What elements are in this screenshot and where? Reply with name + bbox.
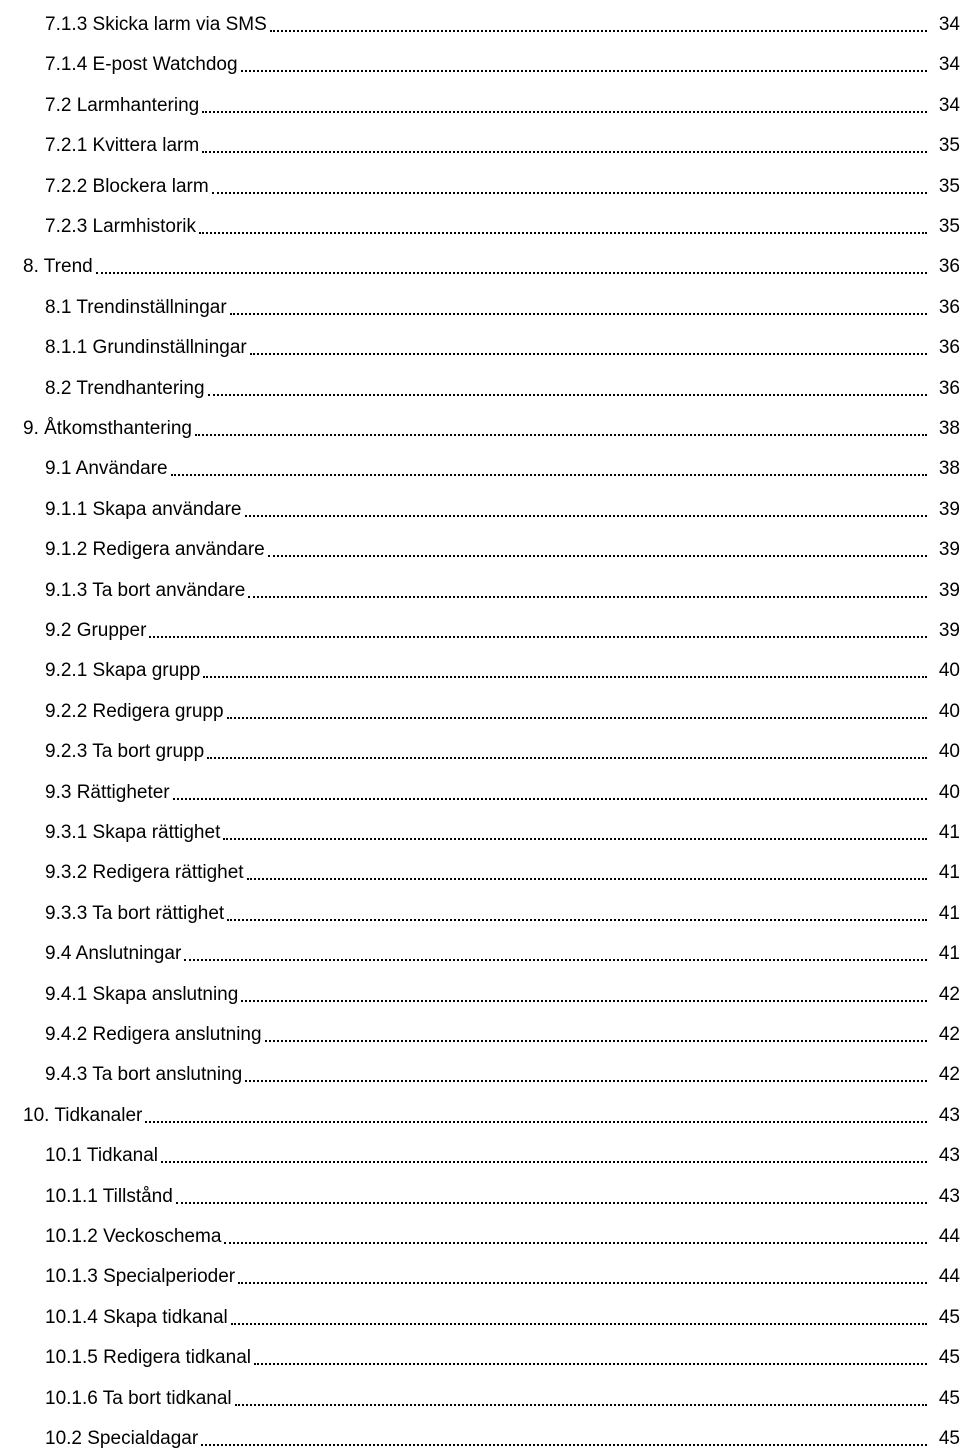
toc-dot-leader	[238, 1282, 927, 1284]
toc-entry-title: 9.3.1 Skapa rättighet	[45, 822, 221, 843]
toc-entry-page-number: 40	[938, 660, 960, 682]
toc-entry[interactable]	[0, 606, 960, 642]
toc-entry-title: 9.2.3 Ta bort grupp	[45, 741, 205, 763]
toc-entry[interactable]	[0, 1252, 960, 1288]
toc-entry[interactable]	[0, 1091, 960, 1127]
toc-entry-page-number: 36	[938, 256, 960, 278]
toc-dot-leader	[223, 838, 927, 840]
toc-entry[interactable]	[0, 848, 960, 884]
toc-entry-title: 10.1.5 Redigera tidkanal	[45, 1347, 251, 1369]
toc-entry-page-number: 36	[938, 296, 960, 318]
toc-entry[interactable]	[0, 202, 960, 238]
toc-entry[interactable]	[0, 1333, 960, 1369]
toc-entry-page-number: 39	[938, 579, 960, 601]
toc-entry[interactable]	[0, 889, 960, 925]
toc-dot-leader	[207, 757, 927, 759]
toc-dot-leader	[202, 151, 927, 153]
toc-entry[interactable]	[0, 323, 960, 359]
toc-dot-leader	[201, 1444, 927, 1446]
toc-entry-title: 9.4 Anslutningar	[45, 943, 182, 965]
toc-entry[interactable]	[0, 929, 960, 965]
toc-entry-page-number: 41	[938, 943, 960, 965]
toc-entry-title: 7.2.3 Larmhistorik	[45, 216, 197, 237]
toc-entry-page-number: 45	[938, 1347, 960, 1369]
toc-entry-title: 9.1.2 Redigera användare	[45, 539, 265, 561]
toc-dot-leader	[270, 30, 927, 32]
toc-entry[interactable]	[0, 1212, 960, 1248]
toc-entry-title: 9. Åtkomsthantering	[23, 418, 192, 439]
toc-dot-leader	[265, 1040, 927, 1042]
toc-entry[interactable]	[0, 162, 960, 198]
toc-dot-leader	[184, 959, 927, 961]
toc-entry-page-number: 35	[938, 175, 960, 197]
toc-entry-title: 7.2.2 Blockera larm	[45, 175, 209, 197]
toc-entry-page-number: 41	[938, 862, 960, 884]
toc-dot-leader	[149, 636, 927, 638]
toc-entry[interactable]	[0, 1010, 960, 1046]
toc-entry-page-number: 38	[938, 418, 960, 439]
toc-entry-title: 7.2.1 Kvittera larm	[45, 135, 200, 157]
toc-dot-leader	[230, 313, 927, 315]
toc-dot-leader	[227, 919, 927, 921]
toc-entry[interactable]	[0, 444, 960, 480]
toc-entry[interactable]	[0, 1414, 960, 1450]
toc-entry[interactable]	[0, 646, 960, 682]
toc-dot-leader	[235, 1404, 927, 1406]
toc-entry[interactable]	[0, 1293, 960, 1329]
toc-entry-page-number: 41	[938, 822, 960, 843]
toc-entry-title: 10.1.3 Specialperioder	[45, 1266, 236, 1288]
toc-dot-leader	[199, 232, 927, 234]
toc-dot-leader	[171, 474, 927, 476]
toc-entry-page-number: 36	[938, 377, 960, 399]
toc-entry-page-number: 38	[938, 458, 960, 480]
toc-entry-page-number: 45	[938, 1387, 960, 1409]
toc-entry-page-number: 34	[938, 94, 960, 116]
toc-entry[interactable]	[0, 1374, 960, 1410]
toc-entry[interactable]	[0, 525, 960, 561]
toc-entry-title: 9.2.2 Redigera grupp	[45, 700, 224, 722]
toc-dot-leader	[247, 878, 927, 880]
toc-dot-leader	[245, 1080, 927, 1082]
toc-entry-title: 7.1.3 Skicka larm via SMS	[45, 14, 267, 35]
toc-entry-title: 8. Trend	[23, 256, 93, 278]
toc-entry-title: 10.2 Specialdagar	[45, 1428, 199, 1449]
toc-entry-page-number: 42	[938, 1064, 960, 1086]
toc-entry-title: 10.1.2 Veckoschema	[45, 1226, 222, 1247]
toc-entry[interactable]	[0, 566, 960, 602]
toc-entry-page-number: 44	[938, 1266, 960, 1288]
toc-entry[interactable]	[0, 81, 960, 117]
toc-entry-title: 9.1 Användare	[45, 458, 168, 480]
toc-entry-page-number: 42	[938, 983, 960, 1005]
toc-dot-leader	[250, 353, 927, 355]
toc-entry-title: 9.4.3 Ta bort anslutning	[45, 1064, 243, 1086]
toc-entry-title: 9.3.3 Ta bort rättighet	[45, 902, 225, 924]
toc-entry-page-number: 45	[938, 1428, 960, 1449]
toc-entry-title: 9.3.2 Redigera rättighet	[45, 862, 244, 884]
toc-dot-leader	[227, 717, 927, 719]
toc-entry-title: 9.4.1 Skapa anslutning	[45, 983, 239, 1005]
toc-entry-page-number: 40	[938, 781, 960, 803]
toc-entry[interactable]	[0, 283, 960, 319]
toc-entry-title: 10.1.4 Skapa tidkanal	[45, 1306, 228, 1328]
toc-dot-leader	[203, 676, 927, 678]
toc-entry[interactable]	[0, 485, 960, 521]
toc-dot-leader	[231, 1323, 927, 1325]
toc-entry-page-number: 39	[938, 620, 960, 641]
toc-entry[interactable]	[0, 687, 960, 723]
toc-entry-page-number: 42	[938, 1024, 960, 1045]
toc-dot-leader	[202, 111, 927, 113]
toc-entry[interactable]	[0, 768, 960, 804]
toc-entry[interactable]	[0, 1131, 960, 1167]
toc-entry-title: 7.1.4 E-post Watchdog	[45, 54, 238, 76]
toc-dot-leader	[254, 1363, 927, 1365]
toc-dot-leader	[145, 1121, 927, 1123]
toc-entry-page-number: 41	[938, 902, 960, 924]
toc-entry-title: 9.2 Grupper	[45, 620, 147, 641]
toc-entry[interactable]	[0, 970, 960, 1006]
toc-dot-leader	[212, 192, 927, 194]
toc-entry-title: 9.1.1 Skapa användare	[45, 498, 242, 520]
toc-entry-page-number: 40	[938, 741, 960, 763]
toc-entry[interactable]	[0, 40, 960, 76]
toc-entry-title: 10.1 Tidkanal	[45, 1145, 159, 1167]
toc-entry-page-number: 40	[938, 700, 960, 722]
toc-entry[interactable]	[0, 1050, 960, 1086]
toc-entry-page-number: 39	[938, 539, 960, 561]
toc-entry-title: 9.4.2 Redigera anslutning	[45, 1024, 262, 1045]
toc-entry-page-number: 36	[938, 337, 960, 359]
toc-entry-page-number: 34	[938, 54, 960, 76]
toc-entry-page-number: 45	[938, 1306, 960, 1328]
toc-entry[interactable]	[0, 0, 960, 36]
toc-dot-leader	[176, 1202, 927, 1204]
toc-dot-leader	[208, 394, 927, 396]
toc-entry-title: 9.2.1 Skapa grupp	[45, 660, 201, 682]
toc-dot-leader	[173, 798, 927, 800]
toc-entry-title: 8.1.1 Grundinställningar	[45, 337, 247, 359]
toc-dot-leader	[268, 555, 927, 557]
toc-entry-title: 7.2 Larmhantering	[45, 94, 200, 116]
toc-entry-page-number: 39	[938, 498, 960, 520]
toc-entry-title: 10.1.1 Tillstånd	[45, 1185, 173, 1207]
toc-entry-title: 9.1.3 Ta bort användare	[45, 579, 246, 601]
toc-dot-leader	[241, 1000, 927, 1002]
toc-entry-page-number: 35	[938, 135, 960, 157]
toc-entry[interactable]	[0, 364, 960, 400]
toc-dot-leader	[245, 515, 928, 517]
toc-entry-title: 10.1.6 Ta bort tidkanal	[45, 1387, 232, 1409]
toc-entry-page-number: 43	[938, 1145, 960, 1167]
toc-entry-page-number: 35	[938, 216, 960, 237]
toc-entry-title: 9.3 Rättigheter	[45, 781, 170, 803]
toc-dot-leader	[161, 1161, 927, 1163]
toc-dot-leader	[224, 1242, 927, 1244]
toc-dot-leader	[248, 596, 927, 598]
toc-entry[interactable]	[0, 404, 960, 440]
toc-entry-page-number: 43	[938, 1185, 960, 1207]
toc-entry-page-number: 43	[938, 1104, 960, 1126]
toc-dot-leader	[241, 70, 927, 72]
toc-entry-title: 10. Tidkanaler	[23, 1104, 143, 1126]
toc-entry-page-number: 44	[938, 1226, 960, 1247]
toc-dot-leader	[96, 272, 927, 274]
toc-entry[interactable]	[0, 1172, 960, 1208]
toc-entry[interactable]	[0, 121, 960, 157]
toc-entry[interactable]	[0, 242, 960, 278]
toc-entry[interactable]	[0, 808, 960, 844]
toc-entry-title: 8.2 Trendhantering	[45, 377, 205, 399]
toc-entry[interactable]	[0, 727, 960, 763]
toc-entry-page-number: 34	[938, 14, 960, 35]
toc-dot-leader	[195, 434, 927, 436]
toc-entry-title: 8.1 Trendinställningar	[45, 296, 227, 318]
